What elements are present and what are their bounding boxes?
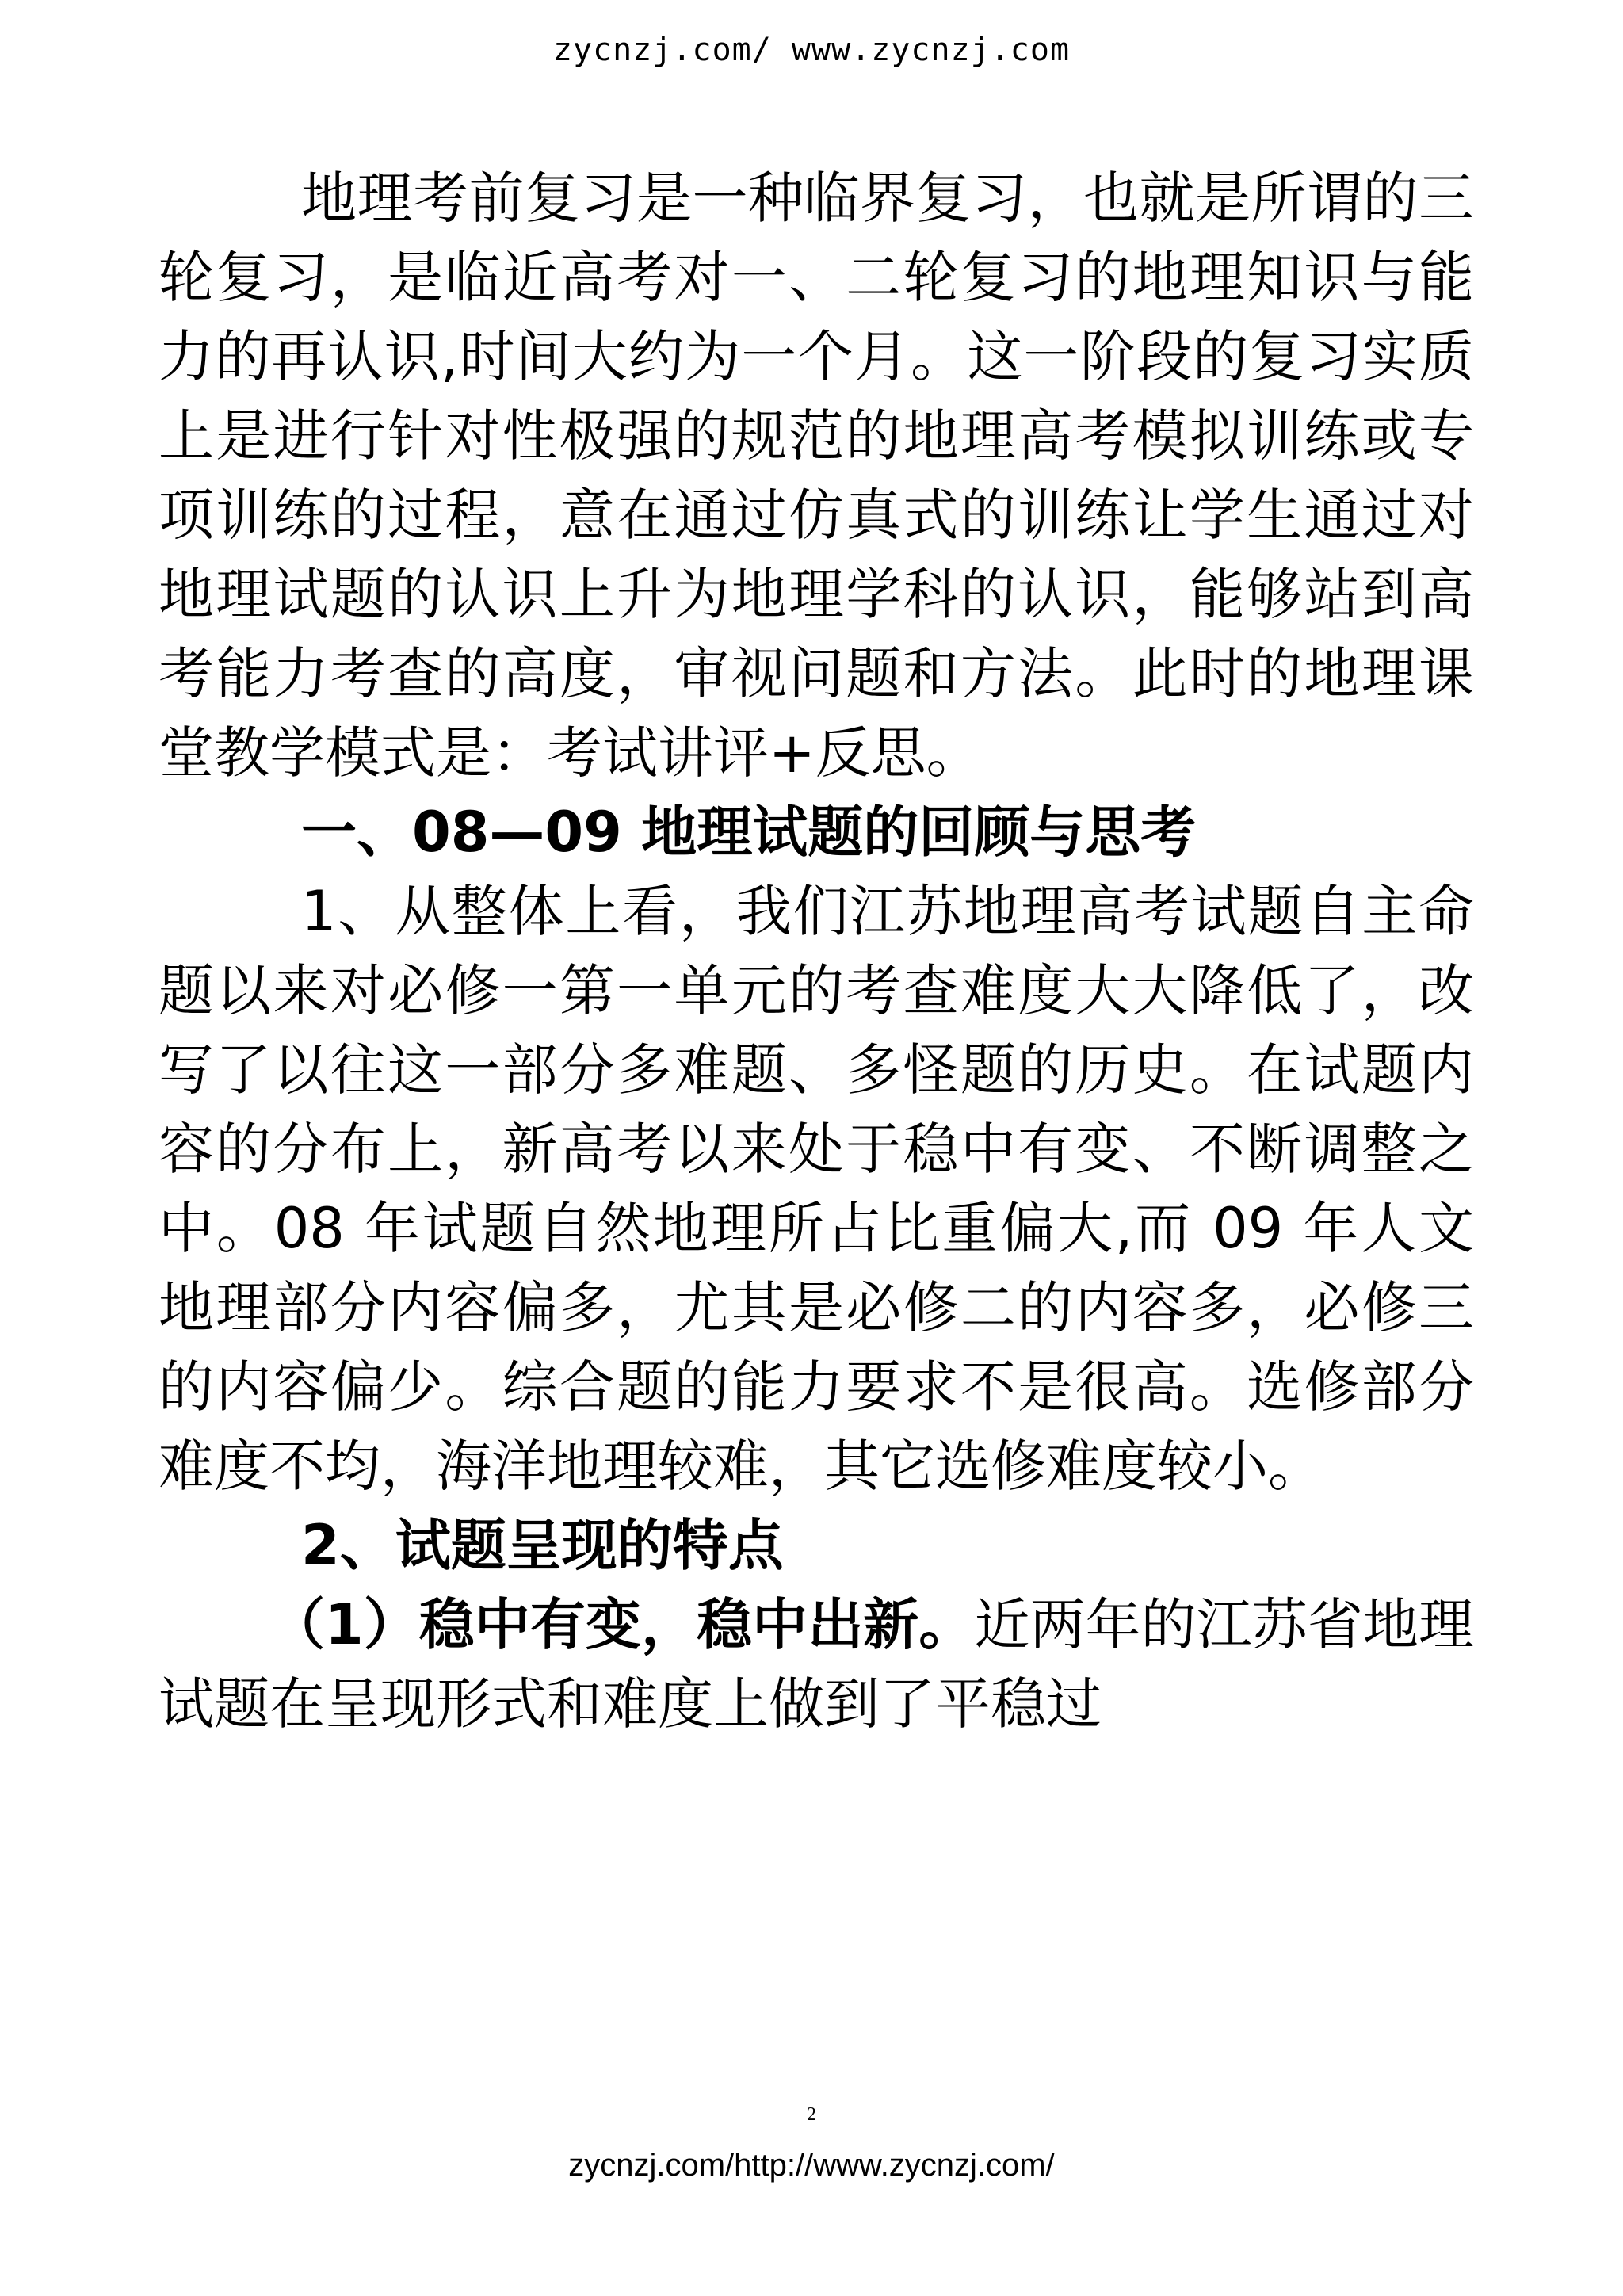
page-footer: zycnzj.com/http://www.zycnzj.com/ [568,2148,1055,2183]
page-number: 2 [807,2104,816,2125]
document-body [158,159,1474,1744]
section-heading-2: 2、试题呈现的特点 [301,1513,784,1578]
section-heading-1: 一、08—09 地理试题的回顾与思考 [301,800,1197,865]
point-1-lead: （1）稳中有变，稳中出新。 [269,1592,975,1657]
intro-paragraph: 地理考前复习是一种临界复习，也就是所谓的三轮复习，是临近高考对一、二轮复习的地理知识与能力的再认识,时间大约为一个月。这一阶段的复习实质上是进行针对性极强的规范的地理高考模拟训练或专项训练的过程，意在通过仿真式的训练让学生通过对地理试题的认识上升为地理学科的认识，能够站到高考能力考查的高度，审视问题和方法。此时的地理课堂教学模式是：考试讲评+反思。 [158,166,1474,785]
page-header: zycnzj.com/ www.zycnzj.com [552,32,1071,68]
point-1-paragraph [158,1585,1474,1744]
paragraph-1: 1、从整体上看，我们江苏地理高考试题自主命题以来对必修一第一单元的考查难度大大降低了，改写了以往这一部分多难题、多怪题的历史。在试题内容的分布上，新高考以来处于稳中有变、不断调整之中。08 年试题自然地理所占比重偏大,而 09 年人文地理部分内容偏多，尤其是必修二的内容多，必修三的内容偏少。综合题的能力要求不是很高。选修部分难度不均，海洋地理较难，其它选修难度较小。 [158,879,1474,1499]
point-1-text: 近两年的江苏省地理试题在呈现形式和难度上做到了平稳过 [158,1592,1474,1736]
